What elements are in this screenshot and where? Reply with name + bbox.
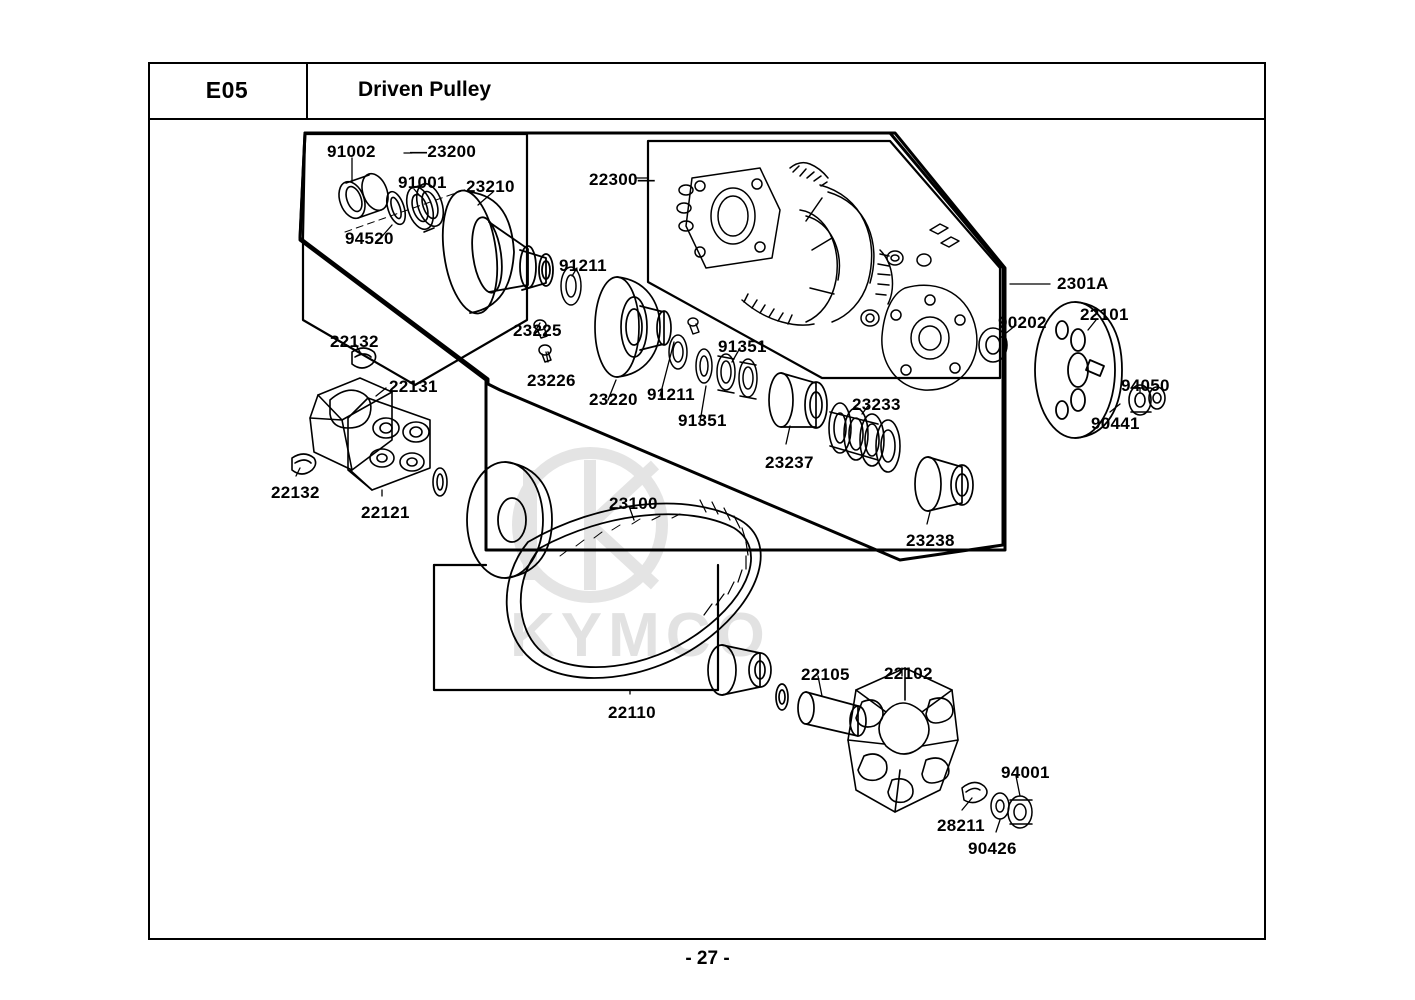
callout-23100: 23100: [609, 494, 658, 513]
callout-28211: 28211: [937, 816, 985, 835]
section-code: E05: [205, 76, 249, 103]
callout-91002: 91002: [327, 142, 376, 161]
page-title: Driven Pulley: [358, 78, 492, 101]
callout-23225: 23225: [513, 321, 562, 340]
callout-23237: 23237: [765, 453, 814, 472]
page-number: - 27 -: [685, 948, 730, 969]
callout-22101: 22101: [1080, 305, 1129, 324]
callout-91211-b: 91211: [647, 385, 695, 404]
callout-22102: 22102: [884, 664, 933, 683]
callout-91351-a: 91351: [718, 337, 767, 356]
callout-22131: 22131: [389, 377, 438, 396]
callout-22300: [589, 170, 655, 190]
callout-90426: 90426: [968, 839, 1017, 858]
callout-23233: 23233: [852, 395, 901, 414]
callout-dash: —: [410, 142, 428, 161]
callout-23238: 23238: [906, 531, 955, 550]
callout-22132-a: 22132: [330, 332, 379, 351]
callout-22300-text: 22300: [589, 170, 638, 189]
section-title-bar: [308, 62, 1266, 120]
callout-23210: 23210: [466, 177, 515, 196]
callout-dash-2: —: [637, 170, 656, 189]
callout-23200: [410, 142, 476, 162]
callout-22121: 22121: [361, 503, 410, 522]
callout-2301A: 2301A: [1057, 274, 1109, 293]
callout-23200-text: 23200: [427, 142, 477, 161]
callout-22110: 22110: [608, 703, 656, 722]
callout-94520: 94520: [345, 229, 394, 248]
callout-22105: 22105: [801, 665, 850, 684]
callout-91211-a: 91211: [559, 256, 607, 275]
callout-23226: 23226: [527, 371, 576, 390]
callout-91351-b: 91351: [678, 411, 727, 430]
callout-94050: 94050: [1121, 376, 1170, 395]
callout-22132-b: 22132: [271, 483, 320, 502]
callout-90202: 90202: [998, 313, 1047, 332]
callout-91001: 91001: [398, 173, 447, 192]
watermark-text: KYMCO: [510, 601, 771, 670]
callout-90441: 90441: [1091, 414, 1140, 433]
section-code-cell: [148, 62, 308, 120]
callout-94001: 94001: [1001, 763, 1050, 782]
callout-23220: 23220: [589, 390, 638, 409]
